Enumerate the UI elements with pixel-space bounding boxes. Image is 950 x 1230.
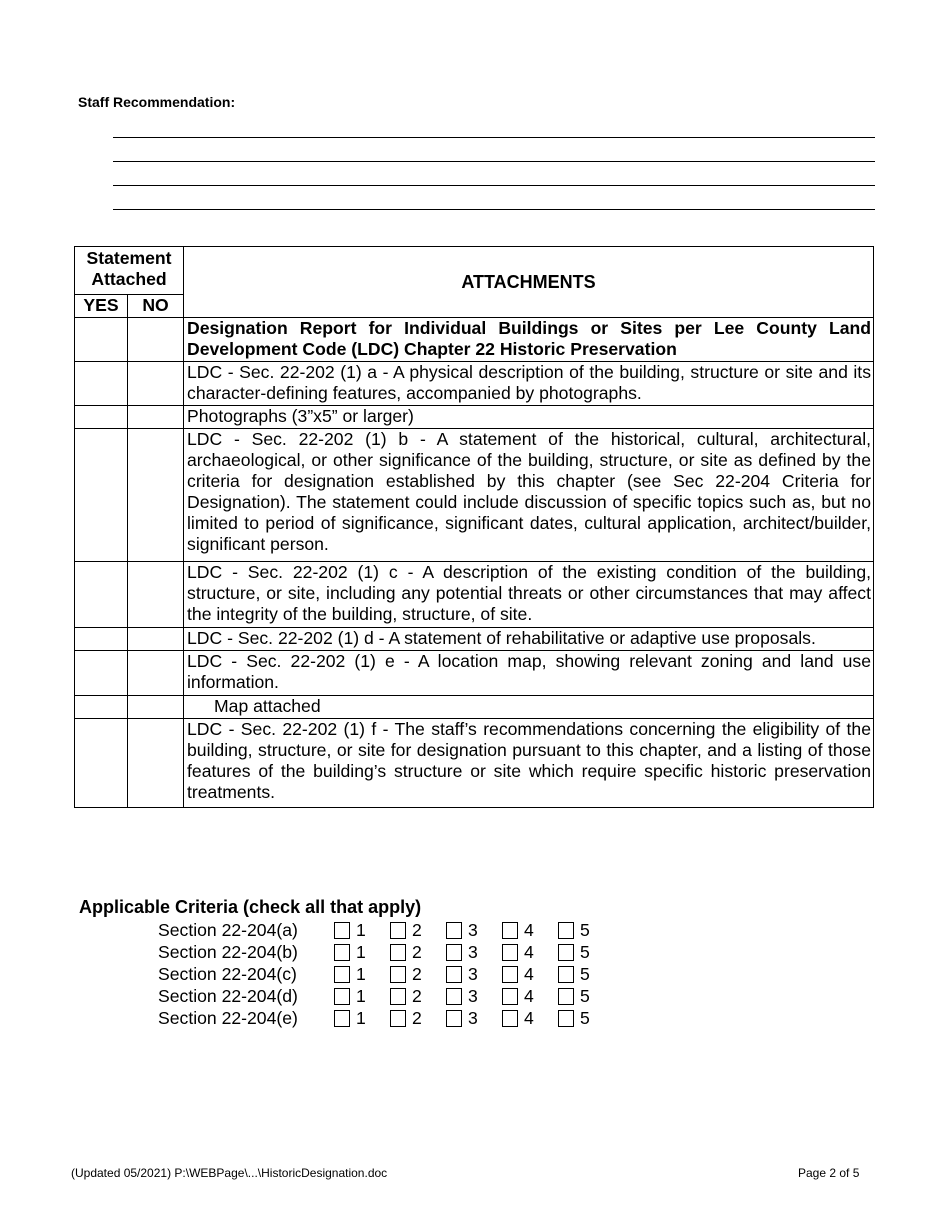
footer-page-number: Page 2 of 5 <box>798 1166 860 1180</box>
criteria-option[interactable] <box>502 920 558 941</box>
checkbox[interactable] <box>502 922 518 939</box>
checkbox[interactable] <box>446 1010 462 1027</box>
criteria-option[interactable] <box>558 964 614 985</box>
option-label: 5 <box>580 919 590 940</box>
attachment-description: LDC - Sec. 22-202 (1) d - A statement of rehabilitative or adaptive use proposals. <box>184 628 874 651</box>
checkbox[interactable] <box>558 966 574 983</box>
option-label: 2 <box>412 941 422 962</box>
yes-cell[interactable] <box>75 406 128 429</box>
option-label: 5 <box>580 941 590 962</box>
criteria-option[interactable] <box>502 1008 558 1029</box>
checkbox[interactable] <box>334 922 350 939</box>
option-label: 1 <box>356 919 366 940</box>
checkbox[interactable] <box>390 966 406 983</box>
criteria-option[interactable] <box>390 942 446 963</box>
option-label: 1 <box>356 1007 366 1028</box>
checkbox[interactable] <box>334 966 350 983</box>
option-label: 4 <box>524 941 534 962</box>
option-label: 4 <box>524 985 534 1006</box>
criteria-row <box>158 985 614 1007</box>
no-cell[interactable] <box>128 651 184 696</box>
checkbox[interactable] <box>334 944 350 961</box>
criteria-option[interactable] <box>390 1008 446 1029</box>
option-label: 3 <box>468 919 478 940</box>
footer-file-path: (Updated 05/2021) P:\WEBPage\...\HistoricDesignation.doc <box>71 1166 388 1180</box>
criteria-row <box>158 941 614 963</box>
criteria-option[interactable] <box>334 942 390 963</box>
no-cell[interactable] <box>128 429 184 562</box>
checkbox[interactable] <box>446 944 462 961</box>
no-cell[interactable] <box>128 562 184 628</box>
checkbox[interactable] <box>502 944 518 961</box>
criteria-option[interactable] <box>502 986 558 1007</box>
criteria-row <box>158 919 614 941</box>
checkbox[interactable] <box>390 944 406 961</box>
checkbox[interactable] <box>502 1010 518 1027</box>
criteria-option[interactable] <box>558 942 614 963</box>
attachment-description: LDC - Sec. 22-202 (1) e - A location map, showing relevant zoning and land use information. <box>184 651 874 696</box>
attachments-header: ATTACHMENTS <box>184 247 874 318</box>
option-label: 5 <box>580 1007 590 1028</box>
option-label: 3 <box>468 985 478 1006</box>
attachment-description: Photographs (3”x5” or larger) <box>184 406 874 429</box>
criteria-row <box>158 1007 614 1029</box>
attachment-description: LDC - Sec. 22-202 (1) f - The staff’s recommendations concerning the eligibility of the building, structure, or site for designation pursuant to this chapter, and a listing of those features of the building’s structure or site which require specific historic preservation treatments. <box>184 719 874 808</box>
checkbox[interactable] <box>502 966 518 983</box>
option-label: 1 <box>356 985 366 1006</box>
criteria-section-label: Section 22-204(c) <box>158 963 297 984</box>
criteria-option[interactable] <box>558 1008 614 1029</box>
option-label: 2 <box>412 985 422 1006</box>
staff-recommendation-label: Staff Recommendation: <box>78 94 236 110</box>
yes-cell[interactable] <box>75 696 128 719</box>
criteria-option[interactable] <box>390 964 446 985</box>
checkbox[interactable] <box>334 1010 350 1027</box>
yes-cell[interactable] <box>75 562 128 628</box>
no-cell[interactable] <box>128 719 184 808</box>
criteria-option[interactable] <box>390 986 446 1007</box>
option-label: 5 <box>580 985 590 1006</box>
yes-cell[interactable] <box>75 651 128 696</box>
yes-cell[interactable] <box>75 362 128 406</box>
option-label: 2 <box>412 1007 422 1028</box>
recommendation-line[interactable] <box>113 137 875 138</box>
no-cell[interactable] <box>128 362 184 406</box>
checkbox[interactable] <box>558 922 574 939</box>
criteria-option[interactable] <box>334 964 390 985</box>
no-cell[interactable] <box>128 318 184 362</box>
yes-cell[interactable] <box>75 719 128 808</box>
checkbox[interactable] <box>558 988 574 1005</box>
criteria-section-label: Section 22-204(a) <box>158 919 298 940</box>
attachment-description: LDC - Sec. 22-202 (1) b - A statement of the historical, cultural, architectural, archaeological, or other significance of the building, structure, or site as defined by the criteria for designation established by this chapter (see Sec 22-204 Criteria for Designation). The statement could include discussion of specific topics such as, but no limited to period of significance, significant dates, cultural application, architect/builder, significant person. <box>184 429 874 562</box>
checkbox[interactable] <box>502 988 518 1005</box>
yes-cell[interactable] <box>75 429 128 562</box>
recommendation-line[interactable] <box>113 185 875 186</box>
option-label: 3 <box>468 1007 478 1028</box>
criteria-row <box>158 963 614 985</box>
option-label: 1 <box>356 941 366 962</box>
option-label: 4 <box>524 919 534 940</box>
checkbox[interactable] <box>390 988 406 1005</box>
criteria-option[interactable] <box>446 920 502 941</box>
option-label: 4 <box>524 963 534 984</box>
criteria-option[interactable] <box>446 986 502 1007</box>
option-label: 3 <box>468 963 478 984</box>
criteria-section-label: Section 22-204(d) <box>158 985 298 1006</box>
option-label: 2 <box>412 919 422 940</box>
criteria-option[interactable] <box>446 1008 502 1029</box>
checkbox[interactable] <box>334 988 350 1005</box>
criteria-option[interactable] <box>334 986 390 1007</box>
checkbox[interactable] <box>446 922 462 939</box>
option-label: 4 <box>524 1007 534 1028</box>
criteria-option[interactable] <box>390 920 446 941</box>
no-cell[interactable] <box>128 628 184 651</box>
no-cell[interactable] <box>128 696 184 719</box>
criteria-option[interactable] <box>446 964 502 985</box>
criteria-title: Applicable Criteria (check all that apply) <box>79 897 422 917</box>
checkbox[interactable] <box>390 1010 406 1027</box>
criteria-section-label: Section 22-204(b) <box>158 941 298 962</box>
checkbox[interactable] <box>558 944 574 961</box>
no-header: NO <box>128 295 184 318</box>
criteria-section-label: Section 22-204(e) <box>158 1007 298 1028</box>
option-label: 2 <box>412 963 422 984</box>
criteria-option[interactable] <box>502 942 558 963</box>
attachment-description: LDC - Sec. 22-202 (1) a - A physical description of the building, structure or site and its character-defining features, accompanied by photographs. <box>184 362 874 406</box>
option-label: 5 <box>580 963 590 984</box>
yes-cell[interactable] <box>75 628 128 651</box>
recommendation-line[interactable] <box>113 161 875 162</box>
criteria-option[interactable] <box>502 964 558 985</box>
checkbox[interactable] <box>446 988 462 1005</box>
attachment-description: LDC - Sec. 22-202 (1) c - A description of the existing condition of the building, structure, or site, including any potential threats or other circumstances that may affect the integrity of the building, structure, of site. <box>184 562 874 628</box>
option-label: 3 <box>468 941 478 962</box>
checkbox[interactable] <box>446 966 462 983</box>
criteria-option[interactable] <box>558 920 614 941</box>
checkbox[interactable] <box>390 922 406 939</box>
option-label: 1 <box>356 963 366 984</box>
statement-attached-header: Statement Attached <box>75 247 184 295</box>
criteria-option[interactable] <box>334 920 390 941</box>
criteria-option[interactable] <box>558 986 614 1007</box>
checkbox[interactable] <box>558 1010 574 1027</box>
recommendation-line[interactable] <box>113 209 875 210</box>
yes-header: YES <box>75 295 128 318</box>
no-cell[interactable] <box>128 406 184 429</box>
attachment-description: Designation Report for Individual Buildings or Sites per Lee County Land Development Code (LDC) Chapter 22 Historic Preservation <box>184 318 874 362</box>
criteria-option[interactable] <box>334 1008 390 1029</box>
criteria-option[interactable] <box>446 942 502 963</box>
attachment-description: Map attached <box>184 696 874 719</box>
yes-cell[interactable] <box>75 318 128 362</box>
attachments-table <box>74 246 874 808</box>
